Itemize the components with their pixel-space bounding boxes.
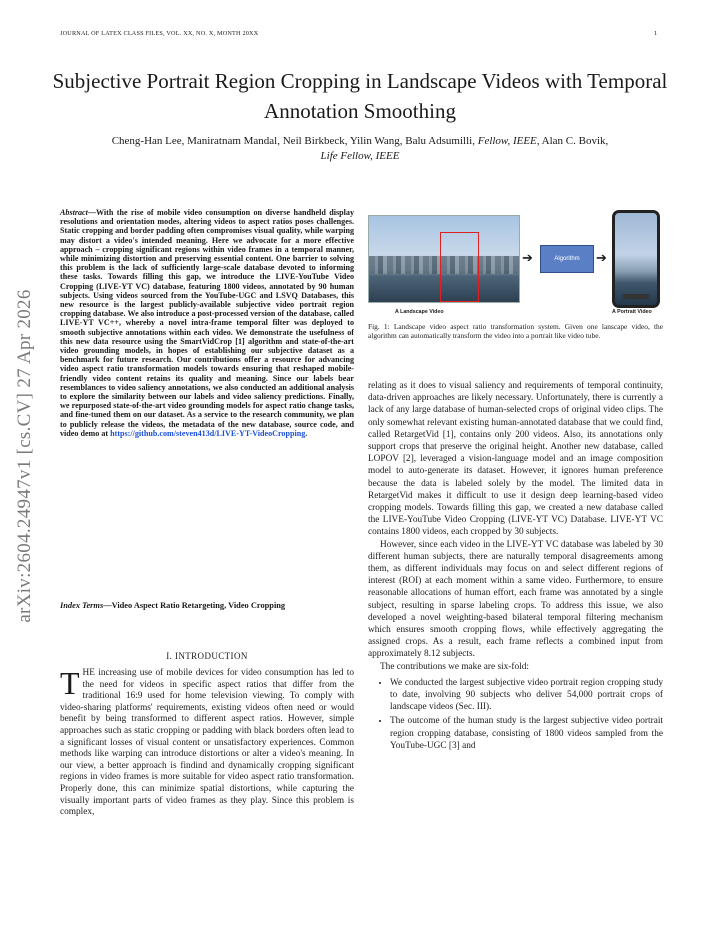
authors-names-cont: , Alan C. Bovik, bbox=[536, 135, 609, 147]
paragraph: relating as it does to visual saliency and requirements of temporal continuity, data-driven approaches are likely necessary. Unfortunately, there is currently a lack of any large database of human-selected crops of original video clips. The only somewhat relevant existing human-annotated database that we could find, called RetargetVid [1], contains only 200 videos. Also, its annotations only support crops that preserve the original height. Another new database, called LOPOV [2], leveraged a vision-language model and an image composition model to auto-generate its dataset. However, it ignores human preference because the data is labeled solely by the model. The limited data in RetargetVid makes it difficult to use it design deep learning-based video cropping models. Towards filling this gap, we created a new database called the LIVE-YouTube Video Cropping (LIVE-YT VC) Database. LIVE-YT VC contains 1800 videos, each cropped by 30 subjects. bbox=[368, 381, 663, 538]
portrait-video-label: A Portrait Video bbox=[612, 309, 652, 315]
right-column-text bbox=[368, 380, 663, 754]
portrait-phone-mockup bbox=[612, 210, 660, 308]
section-heading-introduction: I. INTRODUCTION bbox=[166, 651, 248, 661]
list-item: • The outcome of the human study is the largest subjective video portrait region cropping database, consisting of 1800 videos sampled from the YouTube-UGC [3] and bbox=[390, 715, 663, 752]
abstract bbox=[60, 208, 354, 438]
crop-region-box bbox=[440, 232, 479, 302]
journal-header: JOURNAL OF LATEX CLASS FILES, VOL. XX, NO. X, MONTH 20XX bbox=[60, 30, 259, 37]
list-item: • We conducted the largest subjective video portrait region cropping study to date, involving 90 subjects who deliver 54,000 portrait crops of landscape videos (Sec. III). bbox=[390, 677, 663, 714]
arrow-right-icon: ➔ bbox=[596, 250, 607, 265]
github-link[interactable]: https://github.com/steven413d/LIVE-YT-VideoCropping bbox=[110, 428, 306, 438]
landscape-video-thumbnail bbox=[368, 215, 520, 303]
arxiv-stamp bbox=[10, 250, 40, 670]
landscape-video-label: A Landscape Video bbox=[395, 309, 444, 315]
introduction-paragraph bbox=[60, 665, 354, 819]
algorithm-box: Algorithm bbox=[540, 245, 594, 273]
abstract-label: Abstract bbox=[60, 208, 88, 217]
arrow-right-icon: ➔ bbox=[522, 250, 533, 265]
paper-title: Subjective Portrait Region Cropping in Landscape Videos with Temporal Annotation Smoothing bbox=[52, 69, 668, 123]
paragraph: The contributions we make are six-fold: bbox=[380, 661, 529, 672]
abstract-text: —With the rise of mobile video consumption on diverse handheld display resolutions and orientation modes, altering videos to aspect ratios poses challenges. Static cropping and border padding often compromises visual quality, while warping may distort a video's intended meaning. Here we advocate for a more effective approach – cropping significant regions within video frames in a temporal manner, while minimizing distortion and preserving essential content. One barrier to solving this problem is the lack of sufficiently large-scale database devoted to informing these tasks. Towards filling this gap, we introduce the LIVE-YouTube Video Cropping (LIVE-YT VC) database, featuring 1800 videos, annotated by 90 human subjects. Using videos sourced from the YouTube-UGC and LSVQ Databases, this new resource is the largest publicly-available subjective video portrait region cropping database. We also introduce a post-processed version of the database, called LIVE-YT VC++, whereby a novel intra-frame temporal filter was deployed to smooth subjective annotations within each video. We demonstrate the usefulness of this new data resource using the SmartVidCrop [1] algorithm and state-of-the-art video grounding models, in hopes of establishing our subjective dataset as a benchmark for future research. Our contributions offer a resource for advancing video aspect ratio transformation models towards ensuring that reshaped mobile-friendly video content retains its quality and meaning. Since our labels bear resemblances to video saliency annotations, we also conducted an additional analysis to explore the similarity between our labels and video saliency predictions. Finally, we repurposed state-of-the-art video grounding models for aspect ratio change tasks, and fine-tuned them on our dataset. As a service to the research community, we plan to publicly release the videos, the metadata of the new database, source code, and video demo at bbox=[60, 208, 354, 438]
authors-names: Cheng-Han Lee, Maniratnam Mandal, Neil Birkbeck, Yilin Wang, Balu Adsumilli, bbox=[111, 135, 475, 147]
index-terms-label: Index Terms bbox=[60, 601, 104, 610]
index-terms bbox=[60, 601, 354, 611]
intro-text: HE increasing use of mobile devices for video consumption has led to the need for videos in specific aspect ratios that differ from the traditional 16:9 used for home television viewing. To comply with video-sharing platforms' requirements, existing videos often need or would benefit by being transformed to different aspect ratios. However, simple approaches such as static cropping or padding with black borders often lead to a significant losses of visual content or unsatisfactory experiences. Common methods like warping can introduce distortions or alter a video's meaning. In our view, a better approach is findind and dynamically cropping significant regions in video frames is more suitable for video aspect ratio transformation. Properly done, this can minimize spatial distortions, while capturing the visually important parts of video frames as they play. Since this problem is complex, bbox=[60, 668, 354, 818]
abstract-end: . bbox=[305, 428, 308, 438]
index-terms-text: —Video Aspect Ratio Retargeting, Video Cropping bbox=[103, 601, 286, 610]
fellow-title-1: Fellow, IEEE bbox=[477, 135, 537, 147]
contributions-list bbox=[368, 677, 663, 752]
figure-caption: Fig. 1: Landscape video aspect ratio transformation system. Given one lanscape video, the algorithm can automatically transform the video into a portrait like video tube. bbox=[368, 322, 663, 340]
arxiv-id: arXiv:2604.24947v1 [cs.CV] 27 Apr 2026 bbox=[14, 289, 35, 623]
phone-controls bbox=[623, 294, 649, 299]
fellow-title-2: Life Fellow, IEEE bbox=[320, 150, 400, 162]
page-number: 1 bbox=[654, 30, 658, 37]
author-list bbox=[40, 134, 680, 164]
paragraph: However, since each video in the LIVE-YT VC database was labeled by 30 different human subjects, there are naturally temporal disagreements among them, as different individuals may focus on and select different regions of interest (ROI) at each moment within a same video. Furthermore, to ensure reasonable allocations of human effort, each frame was annotated by a single subject, resulting in sparse labeling crops. To address this issue, we also developed a novel weighting-based bilateral temporal filtering mechanism which ensures smooth cropping flows, while effectively aggregating the assigned crops. As a result, each frame reflects a combined input from approximately 8.12 subjects. bbox=[368, 539, 663, 660]
dropcap-letter: T bbox=[60, 665, 80, 701]
